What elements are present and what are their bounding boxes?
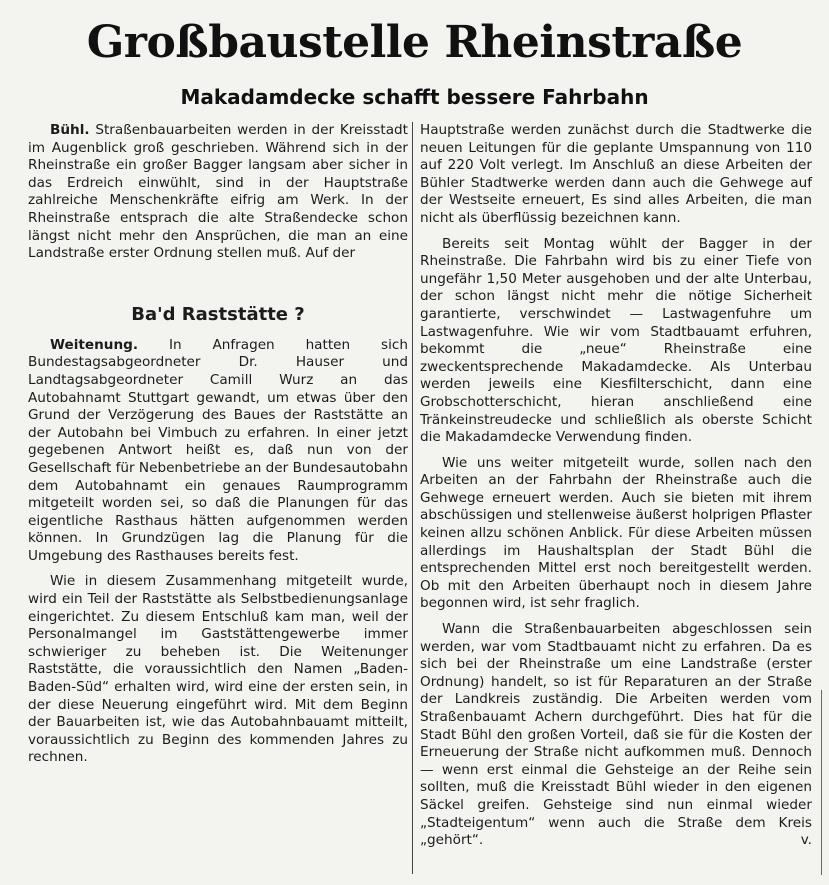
article-paragraph-1-text: Straßenbauarbeiten werden in der Kreisstadt im Augenblick groß geschrieben. Während sich in der Rheinstraße ein großer Bagger langsam aber sicher in das Erdreich einwühlt, sind in der Hauptstraße zahlreiche Menschenkräfte eifrig am Werk. In der Rheinstraße entsprach die alte Straßendecke schon längst nicht mehr den Ansprüchen, die man an eine Landstraße erster Ordnung stellen muß. Auf der <box>28 122 408 262</box>
left-column <box>28 122 408 767</box>
page-edge-line <box>821 690 822 875</box>
article-paragraph-1-continued: Hauptstraße werden zunächst durch die Stadtwerke die neuen Leitungen für die geplante Umspannung von 110 auf 220 Volt verlegt. Im Anschluß an diese Arbeiten der Bühler Stadtwerke werden dann auch die Gehwege auf der Westseite erneuert, Es sind alles Arbeiten, die man nicht als überflüssig bezeichnen kann. <box>420 122 812 226</box>
signature: v. <box>800 832 812 849</box>
article-2-paragraph-1 <box>28 337 408 566</box>
article-paragraph-4 <box>420 621 812 850</box>
article-2-dateline: Weitenung. <box>50 336 139 353</box>
article-subheadline: Makadamdecke schafft bessere Fahrbahn <box>180 85 649 109</box>
article-2-paragraph-2: Wie in diesem Zusammenhang mitgeteilt wurde, wird ein Teil der Raststätte als Selbstbedienungsanlage eingerichtet. Zu diesem Entschluß kam man, weil der Personalmangel im Gaststättengewerbe immer schwieriger zu beheben ist. Die Weitenunger Raststätte, die voraussichtlich den Namen „Baden-Baden-Süd“ erhalten wird, wird eine der ersten sein, in der diese Neuerung eingeführt wird. Mit dem Beginn der Bauarbeiten ist, wie das Autobahnbauamt mitteilt, voraussichtlich zu Beginn des kommenden Jahres zu rechnen. <box>28 573 408 766</box>
article-2-paragraph-1-text: In Anfragen hatten sich Bundestagsabgeordneter Dr. Hauser und Landtagsabgeordneter Camill Wurz an das Autobahnamt Stuttgart gewandt, um etwas über den Grund der Verzögerung des Baues der Raststätte an der Autobahn bei Vimbuch zu erfahren. In einer jetzt gegebenen Antwort heißt es, daß nun von der Gesellschaft für Nebenbetriebe an der Bundesautobahn dem Autobahnamt ein genaues Raumprogramm mitgeteilt worden sei, so daß die Planungen für das eigentliche Rasthaus hätten aufgenommen werden können. In Grundzügen lag die Planung für die Umgebung des Rasthauses bereits fest. <box>28 336 408 564</box>
dateline: Bühl. <box>50 122 90 138</box>
article-headline: Großbaustelle Rheinstraße <box>86 17 743 68</box>
column-divider <box>412 122 413 874</box>
article-2-headline: Ba'd Raststätte ? <box>131 303 305 325</box>
article-paragraph-2: Bereits seit Montag wühlt der Bagger in der Rheinstraße. Die Fahrbahn wird bis zu einer Tiefe von ungefähr 1,50 Meter ausgehoben und der alte Unterbau, der schon längst nicht mehr die nötige Sicherheit garantierte, verschwindet — Lastwagenfuhre um Lastwagenfuhre. Wie wir vom Stadtbauamt erfuhren, bekommt die „neue“ Rheinstraße eine zweckentsprechende Makadamdecke. Als Unterbau werden jeweils eine Kiesfilterschicht, dann eine Grobschotterschicht, hieran anschließend eine Tränkeinstreudecke und schließlich als oberste Schicht die Makadamdecke Verwendung finden. <box>420 235 812 446</box>
right-column <box>420 122 812 850</box>
article-paragraph-1 <box>28 122 408 263</box>
article-paragraph-4-text: Wann die Straßenbauarbeiten abgeschlossen sein werden, war vom Stadtbauamt nicht zu erfahren. Da es sich bei der Rheinstraße um eine Landstraße (erster Ordnung) handelt, so ist für Reparaturen an der Straße der Landkreis zuständig. Die Arbeiten werden vom Straßenbauamt Achern durchgeführt. Dies hat für die Stadt Bühl den großen Vorteil, daß sie für die Kosten der Erneuerung der Straße nicht aufkommen muß. Dennoch — wenn erst einmal die Gehsteige an der Reihe sein sollten, muß die Kreisstadt Bühl wieder in den eigenen Säckel greifen. Gehsteige sind nun einmal wieder „Stadteigentum“ wenn auch die Straße dem Kreis „gehört“. <box>420 621 812 849</box>
article-paragraph-3: Wie uns weiter mitgeteilt wurde, sollen nach den Arbeiten an der Fahrbahn der Rheinstraße auch die Gehwege erneuert werden. Auch sie bieten mit ihrem abschüssigen und stellenweise äußerst holprigen Pflaster keinen allzu schönen Anblick. Für diese Arbeiten müssen allerdings im Haushaltsplan der Stadt Bühl die entsprechenden Mittel erst noch bereitgestellt werden. Ob mit den Arbeiten überhaupt noch in diesem Jahre begonnen wird, ist sehr fraglich. <box>420 454 812 612</box>
